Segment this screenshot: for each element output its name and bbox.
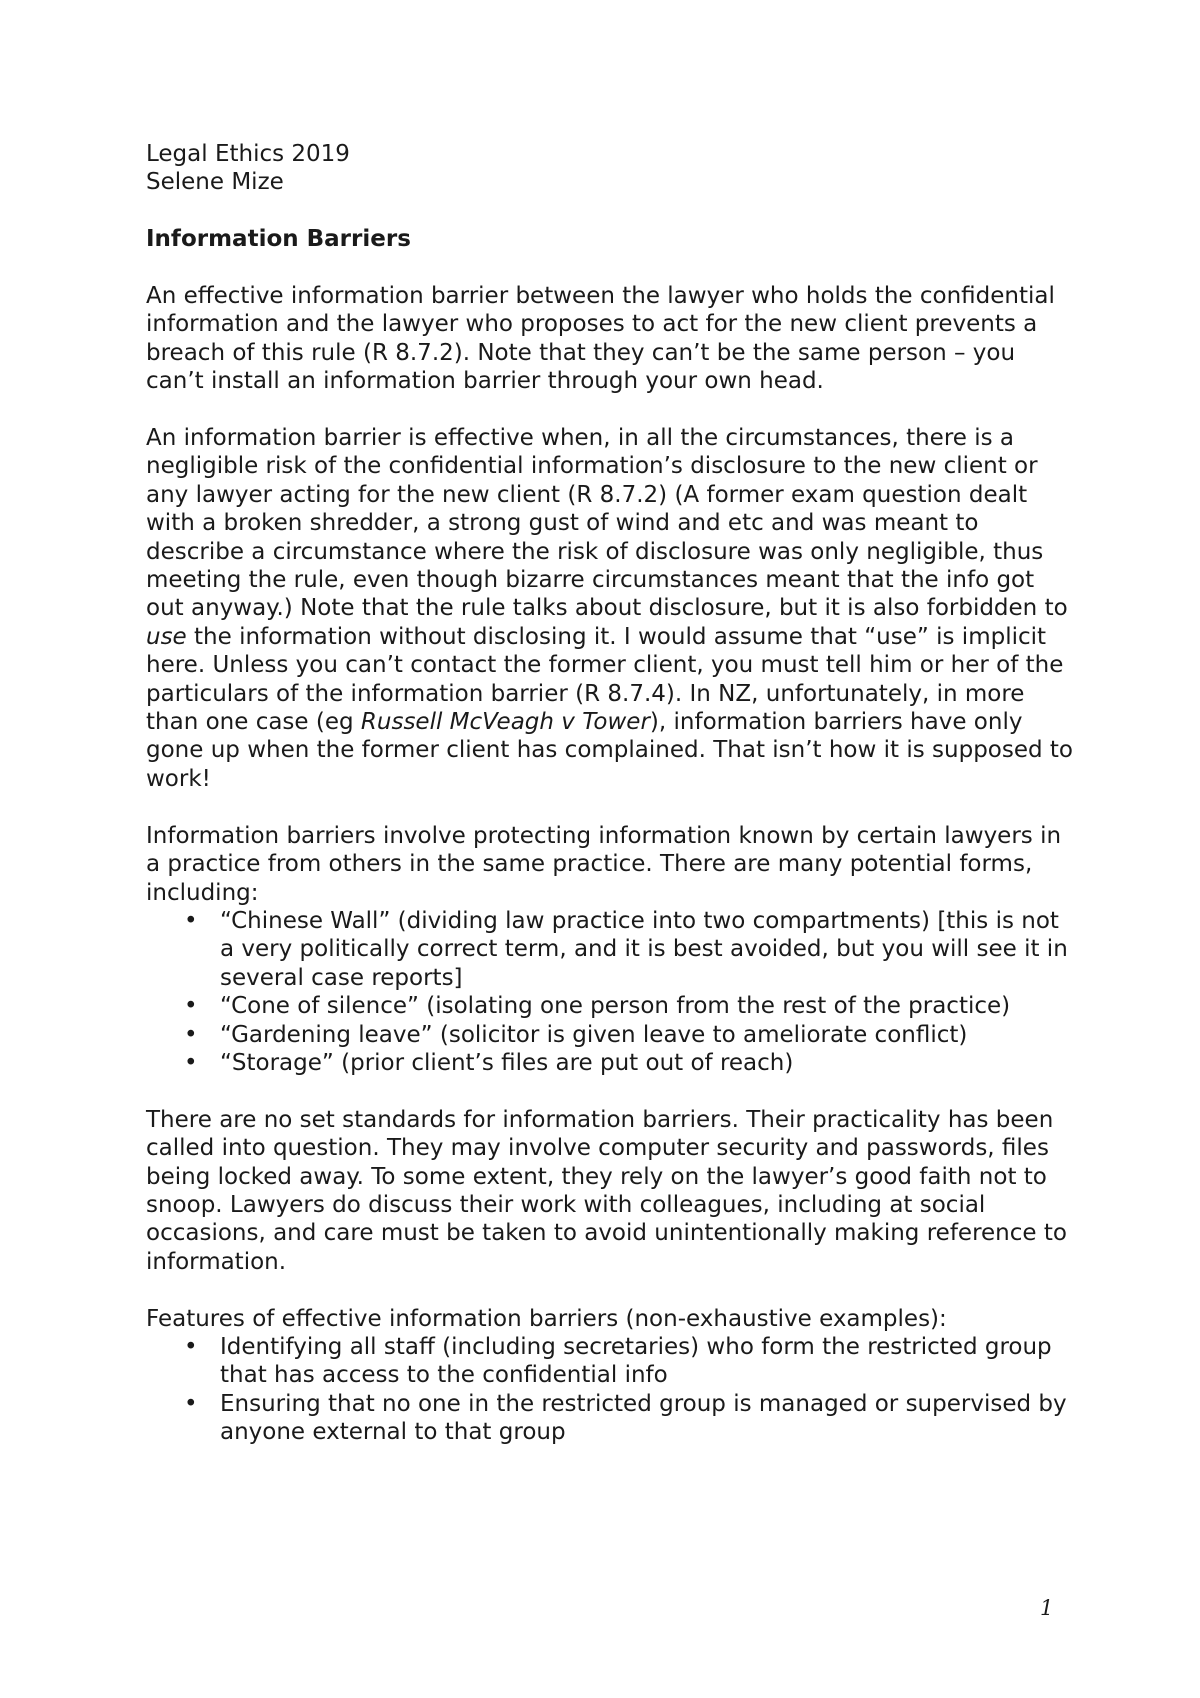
paragraph-text: the information without disclosing it. I would assume that “use” is implicit here. Unless you can’t contact the former client, you must tell him or her of the particulars of the information barrier (R 8.7.4). In NZ, unfortunately, in more than one case (eg <box>146 623 1064 736</box>
emphasis-use: use <box>146 623 187 650</box>
bullet-icon: • <box>184 1333 198 1360</box>
list-item-text: “Cone of silence” (isolating one person from the rest of the practice) <box>220 993 1011 1020</box>
course-title: Legal Ethics 2019 <box>146 141 350 167</box>
spacer <box>146 197 1076 225</box>
paragraph-no-standards: There are no set standards for information barriers. Their practicality has been called into question. They may involve computer security and passwords, files being locked away. To some extent, they rely on the lawyer’s good faith not to snoop. Lawyers do discuss their work with colleagues, including at social occasions, and care must be taken to avoid unintentionally making reference to information. <box>146 1106 1067 1275</box>
list-item-text: Identifying all staff (including secretaries) who form the restricted group that has access to the confidential info <box>220 1333 1052 1389</box>
spacer <box>146 396 1076 424</box>
bullet-icon: • <box>184 1049 198 1076</box>
spacer <box>146 254 1076 282</box>
list-item <box>146 1390 1076 1447</box>
paragraph-text: ), information barriers have only gone up when the former client has complained. That isn’t how it is supposed to work! <box>146 709 1073 792</box>
bullet-icon: • <box>184 1021 198 1048</box>
document-page <box>146 140 1076 1447</box>
paragraph-effective-barrier: An effective information barrier between the lawyer who holds the confidential information and the lawyer who proposes to act for the new client prevents a breach of this rule (R 8.7.2). Note that they can’t be the same person – you can’t install an information barrier through your own head. <box>146 283 1055 395</box>
bullet-icon: • <box>184 1390 198 1417</box>
list-item-text: “Storage” (prior client’s files are put out of reach) <box>220 1049 794 1076</box>
features-list <box>146 1333 1076 1447</box>
case-name: Russell McVeagh v Tower <box>360 709 650 736</box>
spacer <box>146 793 1076 821</box>
spacer <box>146 1276 1076 1304</box>
list-item-text: “Chinese Wall” (dividing law practice into two compartments) [this is not a very politically correct term, and it is best avoided, but you will see it in several case reports] <box>220 907 1068 991</box>
list-item <box>146 907 1076 992</box>
paragraph-negligible-risk <box>146 424 1076 793</box>
paragraph-text: An information barrier is effective when, in all the circumstances, there is a negligible risk of the confidential information’s disclosure to the new client or any lawyer acting for the new client (R 8.7.2) (A former exam question dealt with a broken shredder, a strong gust of wind and etc and was meant to describe a circumstance where the risk of disclosure was only negligible, thus meeting the rule, even though bizarre circumstances meant that the info got out anyway.) Note that the rule talks about disclosure, but it is also forbidden to <box>146 425 1068 622</box>
forms-list <box>146 907 1076 1077</box>
list-item <box>146 1021 1076 1049</box>
spacer <box>146 1077 1076 1105</box>
list-item-text: “Gardening leave” (solicitor is given leave to ameliorate conflict) <box>220 1021 968 1048</box>
page-number: 1 <box>1040 1596 1054 1620</box>
author-name: Selene Mize <box>146 169 284 196</box>
bullet-icon: • <box>184 907 198 934</box>
section-heading: Information Barriers <box>146 226 411 253</box>
paragraph-features-intro: Features of effective information barriers (non-exhaustive examples): <box>146 1305 947 1332</box>
list-item-text: Ensuring that no one in the restricted group is managed or supervised by anyone external to that group <box>220 1390 1067 1446</box>
paragraph-forms-intro: Information barriers involve protecting information known by certain lawyers in a practice from others in the same practice. There are many potential forms, including: <box>146 822 1062 906</box>
list-item <box>146 1333 1076 1390</box>
list-item <box>146 992 1076 1020</box>
bullet-icon: • <box>184 993 198 1020</box>
list-item <box>146 1049 1076 1077</box>
